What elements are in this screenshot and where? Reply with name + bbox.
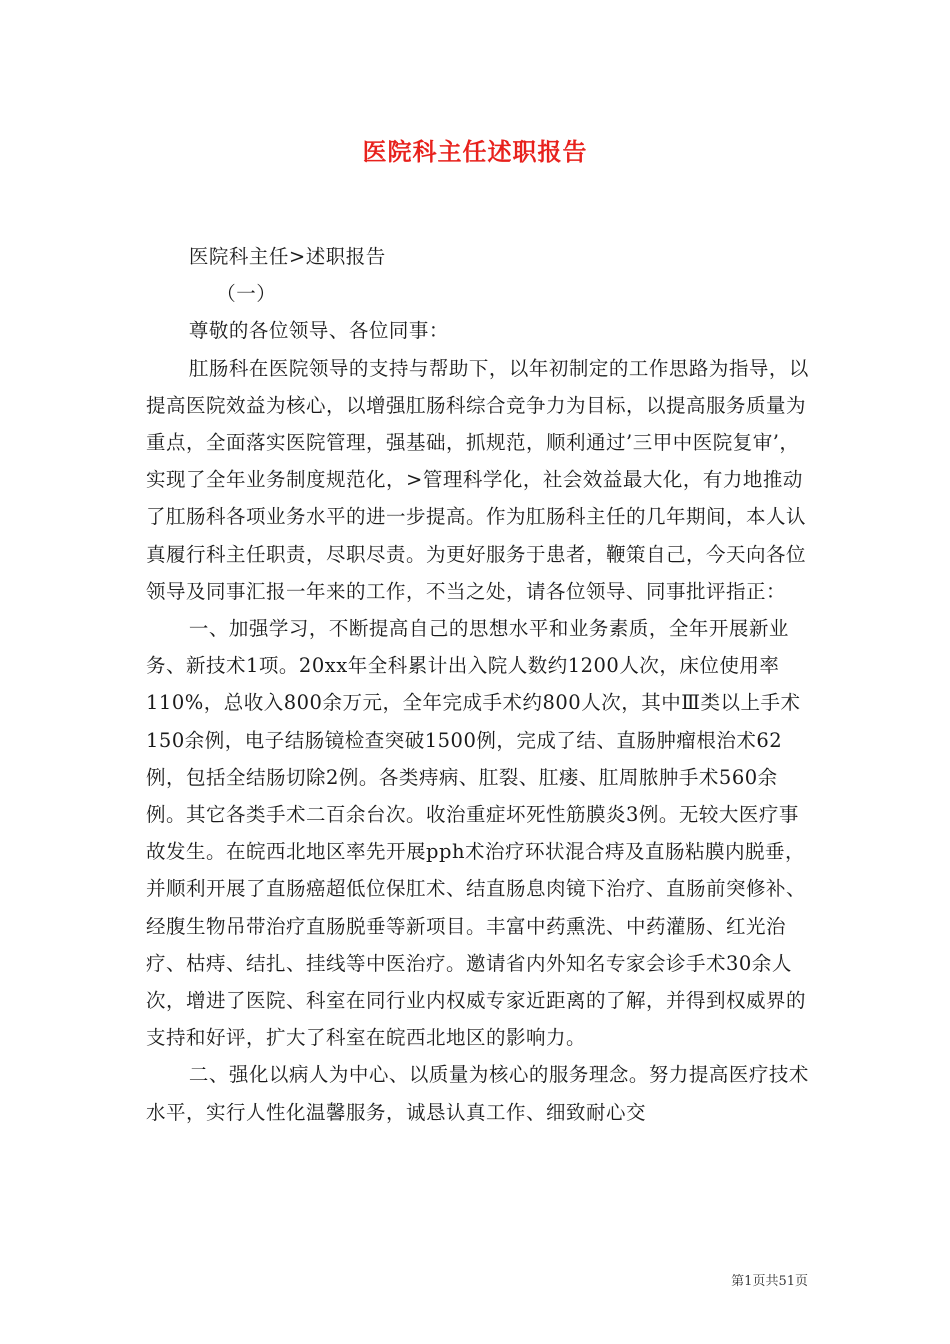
paragraph-intro: 肛肠科在医院领导的支持与帮助下，以年初制定的工作思路为指导，以提高医院效益为核心，以增强肛肠科综合竞争力为目标，以提高服务质量为重点，全面落实医院管理，强基础，抓规范，顺利通过’三甲中医院复审’，实现了全年业务制度规范化，>管理科学化，社会效益最大化，有力地推动了肛肠科各项业务水平的进一步提高。作为肛肠科主任的几年期间，本人认真履行科主任职责，尽职尽责。为更好服务于患者，鞭策自己，今天向各位领导及同事汇报一年来的工作，不当之处，请各位领导、同事批评指正： — [146, 356, 809, 603]
salutation: 尊敬的各位领导、各位同事： — [188, 319, 449, 343]
paragraph-section-1: 一、加强学习，不断提高自己的思想水平和业务素质，全年开展新业务、新技术1项。20xx年全科累计出入院人数约1200人次，床位使用率110%，总收入800余万元，全年完成手术约800人次，其中Ⅲ类以上手术150余例，电子结肠镜检查突破1500例，完成了结、直肠肿瘤根治术62例，包括全结肠切除2例。各类痔病、肛裂、肛瘘、肛周脓肿手术560余例。其它各类手术二百余台次。收治重症坏死性筋膜炎3例。无较大医疗事故发生。在皖西北地区率先开展pph术治疗环状混合痔及直肠粘膜内脱垂，并顺利开展了直肠癌超低位保肛术、结直肠息肉镜下治疗、直肠前突修补、经腹生物吊带治疗直肠脱垂等新项目。丰富中药熏洗、中药灌肠、红光治疗、枯痔、结扎、挂线等中医治疗。邀请省内外知名专家会诊手术30余人次，增进了医院、科室在同行业内权威专家近距离的了解，并得到权威界的支持和好评，扩大了科室在皖西北地区的影响力。 — [146, 617, 807, 1050]
section-number: （一） — [216, 282, 277, 306]
paragraph-section-2: 二、强化以病人为中心、以质量为核心的服务理念。努力提高医疗技术水平，实行人性化温馨服务，诚恳认真工作、细致耐心交 — [146, 1063, 809, 1124]
page-number-footer: 第1页共51页 — [731, 1274, 808, 1289]
document-body — [146, 238, 810, 1131]
document-title: 医院科主任述职报告 — [362, 137, 588, 166]
subtitle-line: 医院科主任>述职报告 — [188, 245, 386, 268]
